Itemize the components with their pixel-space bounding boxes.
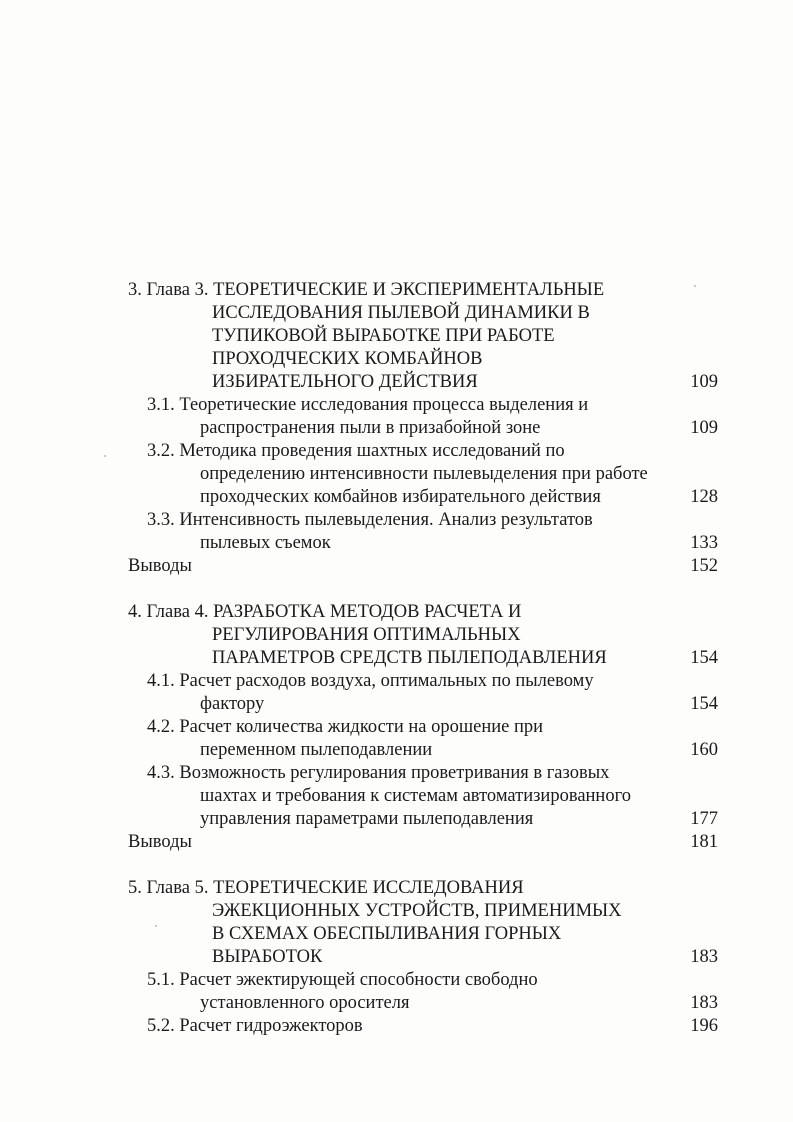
toc-entry-line: 4.2. Расчет количества жидкости на орошение при <box>147 717 544 737</box>
toc-page-number: 128 <box>690 487 718 507</box>
toc-entry-line: ПРОХОДЧЕСКИХ КОМБАЙНОВ <box>212 349 483 369</box>
toc-entry-title <box>147 670 674 716</box>
toc-entry-line: фактору <box>200 694 265 714</box>
toc-page-number: 152 <box>690 556 718 576</box>
toc-section <box>128 440 718 509</box>
toc-entry-line: распространения пыли в призабойной зоне <box>200 418 541 438</box>
toc-chapter <box>128 279 718 394</box>
toc-entry-title <box>147 762 674 831</box>
toc-page-number: 133 <box>690 533 718 553</box>
toc-entry-title <box>147 509 674 555</box>
toc-page-number: 177 <box>690 809 718 829</box>
toc-entry-line: РЕГУЛИРОВАНИЯ ОПТИМАЛЬНЫХ <box>212 625 521 645</box>
toc-conclusion <box>128 555 718 578</box>
toc-entry-line: ВЫРАБОТОК <box>212 947 323 967</box>
toc-page-number: 183 <box>690 947 718 967</box>
toc-entry-line: 3.2. Методика проведения шахтных исследований по <box>147 441 565 461</box>
toc-entry-line: 4. Глава 4. РАЗРАБОТКА МЕТОДОВ РАСЧЕТА И <box>128 602 522 622</box>
toc-page-number: 181 <box>690 832 718 852</box>
section-gap <box>128 578 718 601</box>
toc-entry-title <box>147 1015 674 1038</box>
toc-entry-title <box>128 831 674 854</box>
scan-speck <box>104 455 106 457</box>
toc-entry-line: ИССЛЕДОВАНИЯ ПЫЛЕВОЙ ДИНАМИКИ В <box>212 303 590 323</box>
toc-section <box>128 716 718 762</box>
toc-entry-line: 3.1. Теоретические исследования процесса выделения и <box>147 395 589 415</box>
toc-page-number: 154 <box>690 648 718 668</box>
toc-page-number: 160 <box>690 740 718 760</box>
scan-speck <box>155 925 157 927</box>
toc-entry-line: 5.1. Расчет эжектирующей способности свободно <box>147 970 538 990</box>
toc-chapter <box>128 877 718 969</box>
toc-section <box>128 394 718 440</box>
toc-entry-line: проходческих комбайнов избирательного действия <box>200 487 601 507</box>
toc-entry-title <box>128 555 674 578</box>
toc-entry-line: В СХЕМАХ ОБЕСПЫЛИВАНИЯ ГОРНЫХ <box>212 924 562 944</box>
toc-entry-line: определению интенсивности пылевыделения при работе <box>200 464 648 484</box>
toc-chapter <box>128 601 718 670</box>
toc-entry-title <box>128 279 674 394</box>
toc-entry-line: 3.3. Интенсивность пылевыделения. Анализ результатов <box>147 510 593 530</box>
toc-page-number: 196 <box>690 1016 718 1036</box>
toc-entry-title <box>147 716 674 762</box>
toc-page-number: 183 <box>690 993 718 1013</box>
toc-entry-line: установленного оросителя <box>200 993 410 1013</box>
toc-entry-line: 4.1. Расчет расходов воздуха, оптимальных по пылевому <box>147 671 594 691</box>
toc-section <box>128 969 718 1015</box>
toc-entry-line: ПАРАМЕТРОВ СРЕДСТВ ПЫЛЕПОДАВЛЕНИЯ <box>212 648 607 668</box>
toc-section <box>128 762 718 831</box>
toc-entry-line: ЭЖЕКЦИОННЫХ УСТРОЙСТВ, ПРИМЕНИМЫХ <box>212 901 622 921</box>
toc-page-number: 154 <box>690 694 718 714</box>
toc-conclusion <box>128 831 718 854</box>
toc-entry-line: шахтах и требования к системам автоматизированного <box>200 786 631 806</box>
toc-section <box>128 1015 718 1038</box>
toc-entry-line: 4.3. Возможность регулирования проветривания в газовых <box>147 763 610 783</box>
toc-page-number: 109 <box>690 418 718 438</box>
toc-entry-line: ИЗБИРАТЕЛЬНОГО ДЕЙСТВИЯ <box>212 372 478 392</box>
toc-entry-line: Выводы <box>128 556 192 576</box>
toc-entry-line: 3. Глава 3. ТЕОРЕТИЧЕСКИЕ И ЭКСПЕРИМЕНТАЛЬНЫЕ <box>128 280 605 300</box>
toc-entry-line: управления параметрами пылеподавления <box>200 809 534 829</box>
toc-entry-line: Выводы <box>128 832 192 852</box>
toc-section <box>128 670 718 716</box>
toc-entry-line: 5.2. Расчет гидроэжекторов <box>147 1016 363 1036</box>
toc-entry-title <box>128 601 674 670</box>
toc-entry-title <box>147 394 674 440</box>
toc-entry-line: 5. Глава 5. ТЕОРЕТИЧЕСКИЕ ИССЛЕДОВАНИЯ <box>128 878 524 898</box>
toc-entry-line: переменном пылеподавлении <box>200 740 433 760</box>
scan-speck <box>694 285 696 287</box>
toc-entry-title <box>128 877 674 969</box>
toc-entry-title <box>147 969 674 1015</box>
section-gap <box>128 854 718 877</box>
toc-section <box>128 509 718 555</box>
toc-entry-line: ТУПИКОВОЙ ВЫРАБОТКЕ ПРИ РАБОТЕ <box>212 326 555 346</box>
toc-page-number: 109 <box>690 372 718 392</box>
table-of-contents <box>128 279 718 1038</box>
toc-entry-line: пылевых съемок <box>200 533 331 553</box>
toc-entry-title <box>147 440 674 509</box>
